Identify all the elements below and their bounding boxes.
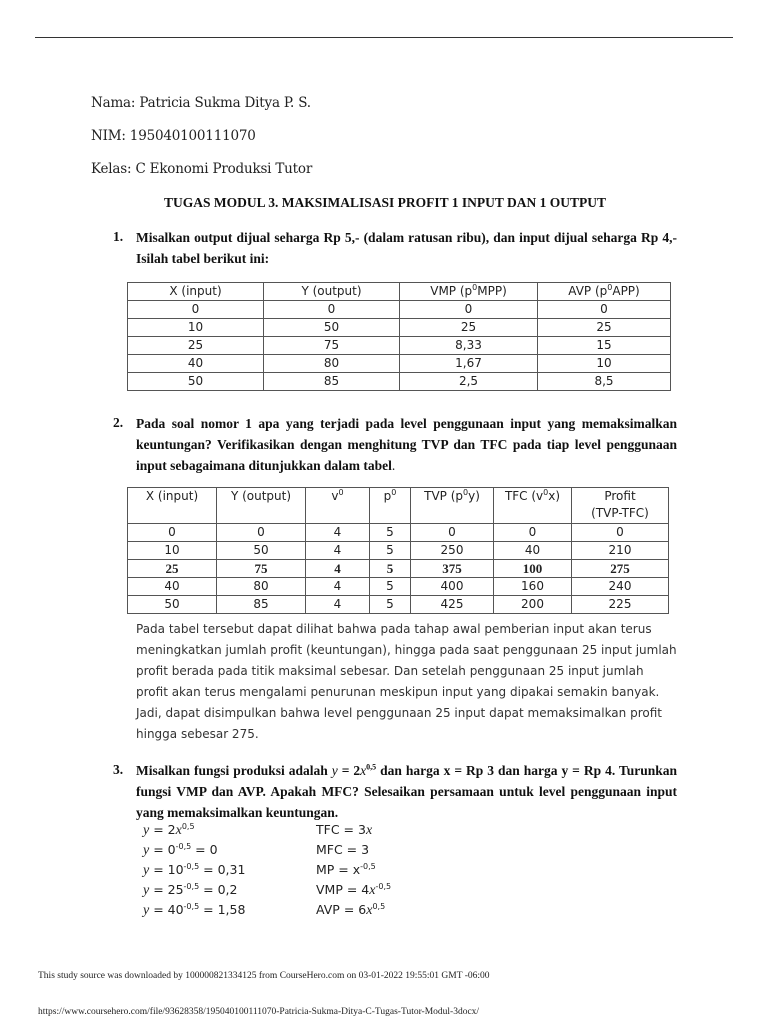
table-cell: 5 — [370, 524, 411, 542]
table-cell: 0 — [400, 301, 538, 319]
table-cell: 210 — [572, 542, 669, 560]
table-cell: 275 — [572, 560, 669, 578]
table-cell: 25 — [538, 319, 671, 337]
equation-line: MP = $x^{-0,5}$ — [316, 861, 376, 877]
table-cell: 4 — [306, 524, 370, 542]
table-cell: 425 — [411, 596, 494, 614]
table-cell: 15 — [538, 337, 671, 355]
question-3-number: 3. — [113, 762, 124, 777]
header-x-input: X (input) — [128, 488, 217, 524]
table-cell: 4 — [306, 578, 370, 596]
table-row — [128, 578, 669, 596]
equation-line: MFC = 3 — [316, 842, 370, 857]
header-y-output: Y (output) — [217, 488, 306, 524]
table-cell: 40 — [128, 355, 264, 373]
table-cell: 5 — [370, 578, 411, 596]
table-cell: 4 — [306, 596, 370, 614]
student-name: Nama: Patricia Sukma Ditya P. S. — [91, 95, 311, 111]
table-cell: 0 — [264, 301, 400, 319]
header-tfc: TFC $(v^0x)$ — [494, 488, 572, 524]
table-cell: 250 — [411, 542, 494, 560]
table-cell: 225 — [572, 596, 669, 614]
table-cell: 4 — [306, 542, 370, 560]
table-cell: 25 — [128, 337, 264, 355]
table-cell: 375 — [411, 560, 494, 578]
table-row — [128, 542, 669, 560]
table-cell: 0 — [572, 524, 669, 542]
table-header-row — [128, 283, 671, 301]
table-cell: 75 — [217, 560, 306, 578]
table-cell: 80 — [264, 355, 400, 373]
table-cell: 1,67 — [400, 355, 538, 373]
student-nim: NIM: 195040100111070 — [91, 128, 256, 144]
table-cell: 5 — [370, 560, 411, 578]
table-cell: 85 — [264, 373, 400, 391]
header-y-output: Y (output) — [264, 283, 400, 301]
table-cell: 5 — [370, 542, 411, 560]
table-cell: 0 — [494, 524, 572, 542]
table-cell: 10 — [128, 542, 217, 560]
header-profit: Profit (TVP-TFC) — [572, 488, 669, 524]
table-row — [128, 301, 671, 319]
table-cell: 25 — [400, 319, 538, 337]
table-cell: 50 — [128, 596, 217, 614]
table-cell: 8,33 — [400, 337, 538, 355]
question-2-number: 2. — [113, 415, 124, 430]
table-cell: 40 — [128, 578, 217, 596]
table-row — [128, 355, 671, 373]
table-cell: 400 — [411, 578, 494, 596]
table-cell: 2,5 — [400, 373, 538, 391]
table-cell: 100 — [494, 560, 572, 578]
table-cell: 10 — [538, 355, 671, 373]
equation-line: $y = 40^{-0,5} = 1,58$ — [143, 901, 246, 918]
header-x-input: X (input) — [128, 283, 264, 301]
footer-source-url: https://www.coursehero.com/file/93628358/195040100111070-Patricia-Sukma-Ditya-C-Tugas-Tutor-Modul-3docx/ — [38, 1007, 480, 1017]
table-cell: 200 — [494, 596, 572, 614]
equation-line: $y = 0^{-0,5} = 0$ — [143, 841, 218, 858]
question-1-text: Misalkan output dijual seharga Rp 5,- (dalam ratusan ribu), dan input dijual seharga Rp 4,- Isilah tabel berikut ini: — [136, 230, 677, 266]
table-tvp-tfc — [127, 487, 669, 614]
question-1-number: 1. — [113, 229, 124, 244]
equation-line: $y = 2x^{0,5}$ — [143, 821, 195, 838]
table-header-row — [128, 488, 669, 524]
table-row — [128, 373, 671, 391]
equation-line: TFC = 3x — [316, 822, 373, 838]
question-2-text: Pada soal nomor 1 apa yang terjadi pada level penggunaan input yang memaksimalkan keuntungan? Verifikasikan dengan menghitung TVP dan TFC pada tiap level penggunaan input sebagaimana ditunjukkan dalam tabel. — [136, 416, 677, 473]
equation-line: $y = 10^{-0,5} = 0,31$ — [143, 861, 246, 878]
table-vmp-avp — [127, 282, 671, 391]
table-row — [128, 596, 669, 614]
table-cell: 0 — [538, 301, 671, 319]
header-v0: $v^0$ — [306, 488, 370, 524]
equation-line: VMP = $4x^{-0,5}$ — [316, 881, 392, 898]
table-row — [128, 337, 671, 355]
header-vmp: VMP $(p^0MPP)$ — [400, 283, 538, 301]
table-cell: 10 — [128, 319, 264, 337]
table-row — [128, 319, 671, 337]
table-cell: 0 — [217, 524, 306, 542]
table-cell: 160 — [494, 578, 572, 596]
table-cell: 8,5 — [538, 373, 671, 391]
header-avp: AVP $(p^0APP)$ — [538, 283, 671, 301]
table-cell: 0 — [411, 524, 494, 542]
table-cell: 50 — [264, 319, 400, 337]
question-2-answer-paragraph: Pada tabel tersebut dapat dilihat bahwa pada tahap awal pemberian input akan terus meningkatkan jumlah profit (keuntungan), hingga pada saat penggunaan 25 input jumlah profit berada pada titik maksimal sebesar. Dan setelah penggunaan 25 input jumlah profit akan terus mengalami penurunan meskipun input yang dipakai semakin banyak. Jadi, dapat disimpulkan bahwa level penggunaan 25 input dapat memaksimalkan profit hingga sebesar 275. — [136, 622, 677, 741]
header-tvp: TVP $(p^0y)$ — [411, 488, 494, 524]
equation-line: AVP = $6x^{0,5}$ — [316, 901, 386, 918]
table-cell: 4 — [306, 560, 370, 578]
table-cell: 5 — [370, 596, 411, 614]
table-cell: 0 — [128, 524, 217, 542]
footer-download-notice: This study source was downloaded by 100000821334125 from CourseHero.com on 03-01-2022 19:55:01 GMT -06:00 — [38, 971, 490, 981]
table-cell: 75 — [264, 337, 400, 355]
table-cell: 240 — [572, 578, 669, 596]
table-cell: 0 — [128, 301, 264, 319]
page-top-rule — [35, 37, 733, 38]
table-cell: 40 — [494, 542, 572, 560]
header-p0: $p^0$ — [370, 488, 411, 524]
table-row — [128, 524, 669, 542]
table-cell: 80 — [217, 578, 306, 596]
table-cell: 50 — [217, 542, 306, 560]
table-cell: 50 — [128, 373, 264, 391]
table-cell: 85 — [217, 596, 306, 614]
document-title: TUGAS MODUL 3. MAKSIMALISASI PROFIT 1 INPUT DAN 1 OUTPUT — [163, 195, 607, 210]
student-class: Kelas: C Ekonomi Produksi Tutor — [91, 161, 313, 177]
table-cell: 25 — [128, 560, 217, 578]
table-row — [128, 560, 669, 578]
equation-line: $y = 25^{-0,5} = 0,2$ — [143, 881, 238, 898]
question-3-text: Misalkan fungsi produksi adalah $y = 2x^{0,5}$ dan harga x = Rp 3 dan harga y = Rp 4. Turunkan fungsi VMP dan AVP. Apakah MFC? Selesaikan persamaan untuk level penggunaan input yang memaksimalkan keuntungan. — [136, 762, 677, 820]
